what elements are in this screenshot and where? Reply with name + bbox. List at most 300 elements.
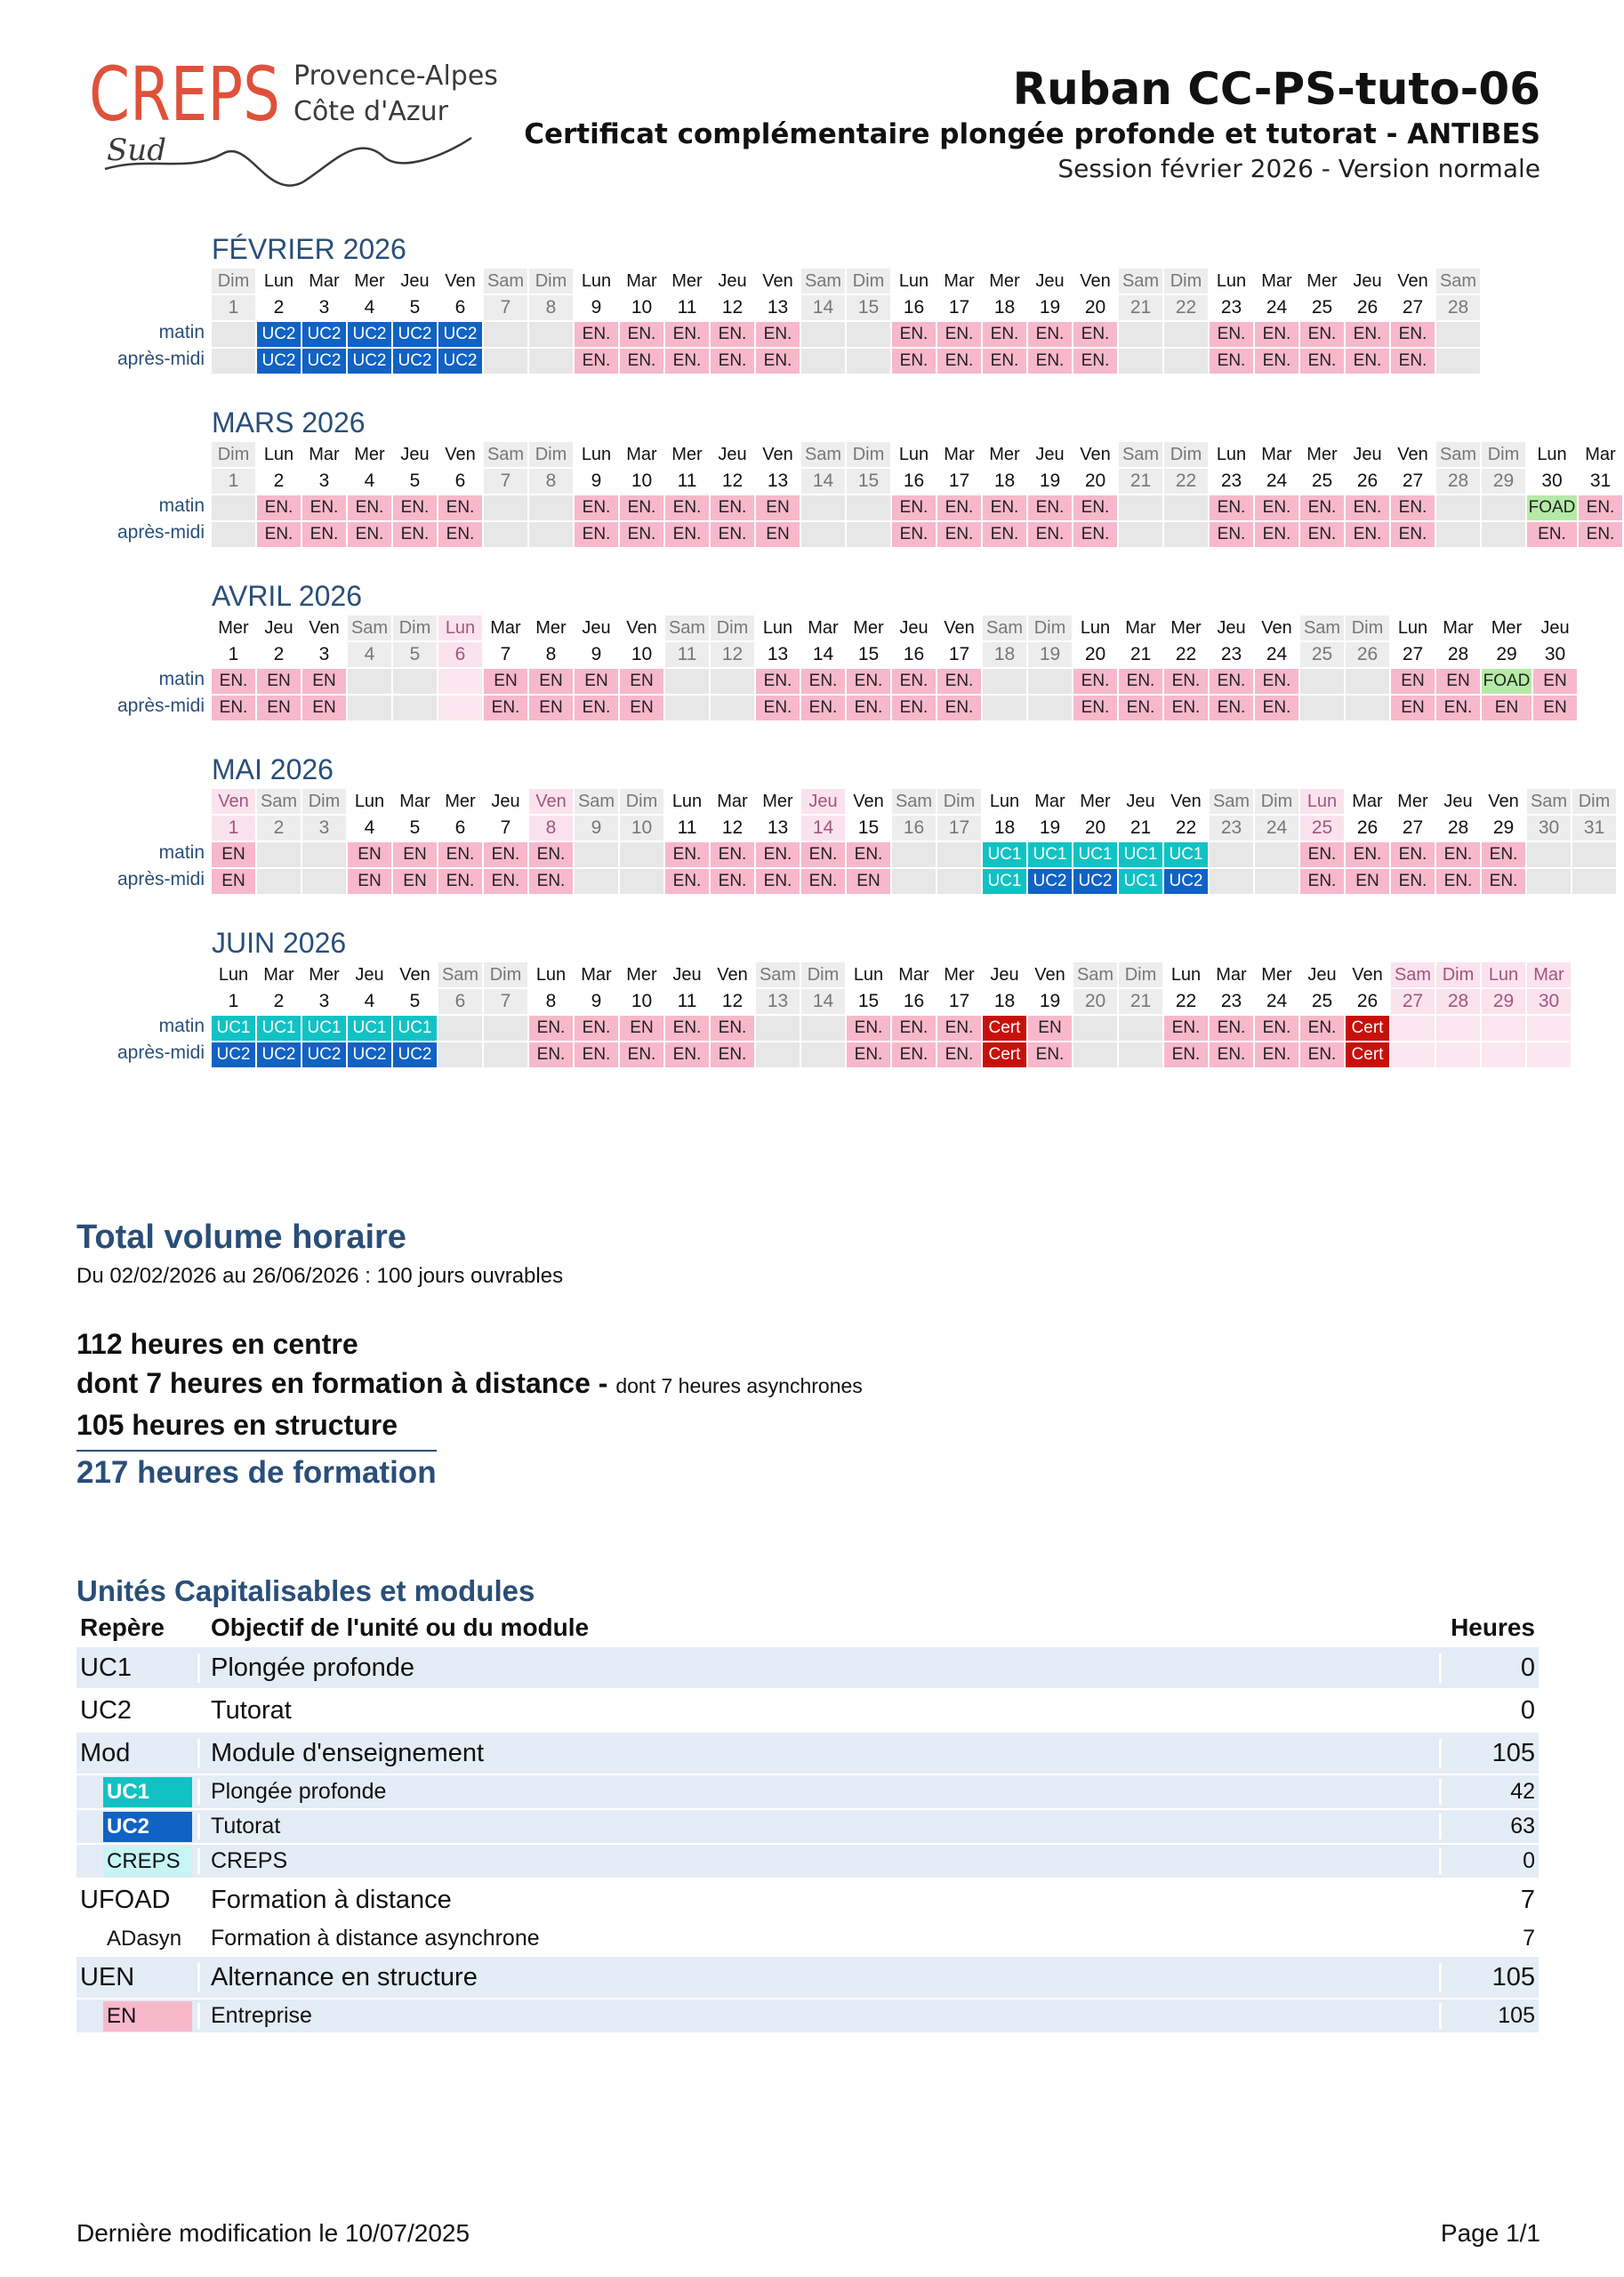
day-number: 16	[892, 642, 936, 667]
day-number: 12	[711, 989, 754, 1014]
day-column	[1164, 442, 1208, 549]
unit-code-cell: UC1	[80, 1653, 133, 1682]
day-name: Ven	[1255, 616, 1298, 640]
slot-afternoon	[801, 1042, 845, 1067]
day-column	[393, 442, 437, 549]
day-name: Dim	[1255, 789, 1298, 814]
day-name: Jeu	[1346, 269, 1389, 294]
day-number: 26	[1346, 469, 1389, 494]
day-column	[1210, 789, 1253, 896]
day-number: 7	[484, 295, 527, 320]
slot-morning	[801, 1016, 845, 1041]
day-column	[801, 789, 845, 896]
day-number: 16	[892, 989, 936, 1014]
day-column	[302, 442, 346, 549]
slot-afternoon	[1346, 696, 1389, 720]
day-name: Sam	[892, 789, 936, 814]
day-column	[529, 442, 573, 549]
day-name: Mer	[348, 442, 391, 467]
day-column	[620, 442, 663, 549]
unit-hours: 42	[1439, 1779, 1539, 1805]
last-modified: Dernière modification le 10/07/2025	[76, 2219, 470, 2247]
day-number: 18	[983, 642, 1026, 667]
slot-morning	[1572, 842, 1616, 867]
slot-afternoon: EN.	[575, 696, 618, 720]
day-name: Ven	[1028, 962, 1072, 987]
day-name: Mer	[1300, 442, 1344, 467]
day-column	[438, 269, 482, 375]
day-name: Lun	[1210, 269, 1253, 294]
session-label: Session février 2026 - Version normale	[1057, 154, 1540, 183]
slot-afternoon: EN.	[257, 522, 301, 547]
row-label-matin: matin	[158, 669, 205, 689]
svg-text:Côte d'Azur: Côte d'Azur	[293, 96, 448, 127]
slot-morning: EN.	[756, 322, 800, 347]
slot-afternoon: EN.	[801, 869, 845, 894]
day-name: Mer	[937, 962, 981, 987]
slot-morning: EN.	[575, 322, 618, 347]
day-column	[348, 789, 391, 896]
day-name: Mar	[257, 962, 301, 987]
day-number: 6	[438, 816, 482, 841]
slot-afternoon: Cert	[983, 1042, 1026, 1067]
day-name: Ven	[1391, 442, 1435, 467]
day-number: 15	[847, 642, 890, 667]
day-name: Dim	[212, 269, 255, 294]
slot-morning: EN.	[348, 495, 391, 520]
day-name: Mar	[1579, 442, 1622, 467]
slot-afternoon: EN.	[575, 522, 618, 547]
slot-afternoon: EN.	[1028, 349, 1072, 374]
day-name: Mar	[302, 269, 346, 294]
day-number: 19	[1028, 816, 1072, 841]
slot-morning: EN.	[1300, 842, 1344, 867]
slot-morning	[257, 842, 301, 867]
slot-morning: EN.	[1028, 322, 1072, 347]
day-column	[1073, 789, 1117, 896]
day-name: Mer	[983, 269, 1026, 294]
day-number: 18	[983, 816, 1026, 841]
row-label-apres-midi: après-midi	[117, 696, 205, 716]
day-name: Jeu	[1533, 616, 1577, 640]
slot-morning: EN	[484, 669, 527, 694]
day-number: 24	[1255, 295, 1298, 320]
day-name: Jeu	[801, 789, 845, 814]
slot-afternoon: EN.	[1300, 1042, 1344, 1067]
unit-row	[76, 1922, 1539, 1957]
day-name: Lun	[212, 962, 255, 987]
day-name: Mar	[620, 269, 663, 294]
day-name: Lun	[529, 962, 573, 987]
slot-morning: EN.	[1119, 669, 1162, 694]
totals-title: Total volume horaire	[76, 1219, 406, 1256]
day-name: Mer	[1300, 269, 1344, 294]
day-number: 10	[620, 816, 663, 841]
slot-afternoon	[1164, 522, 1208, 547]
slot-afternoon	[1255, 869, 1298, 894]
day-column	[801, 442, 845, 549]
day-column	[1482, 616, 1532, 722]
slot-afternoon: EN.	[1073, 349, 1117, 374]
day-number: 6	[438, 642, 482, 667]
day-name: Jeu	[575, 616, 618, 640]
day-name: Ven	[1482, 789, 1525, 814]
slot-afternoon: EN.	[620, 522, 663, 547]
day-name: Sam	[801, 269, 845, 294]
month-grid	[212, 269, 1482, 375]
slot-morning: EN.	[393, 495, 437, 520]
slot-morning: EN.	[257, 495, 301, 520]
slot-morning: EN.	[1164, 669, 1208, 694]
day-name: Jeu	[484, 789, 527, 814]
slot-afternoon: EN.	[484, 869, 527, 894]
slot-morning: EN.	[892, 495, 936, 520]
day-number: 6	[438, 295, 482, 320]
day-number: 28	[1436, 816, 1480, 841]
day-name: Dim	[1028, 616, 1072, 640]
slot-morning	[847, 322, 890, 347]
day-column	[575, 442, 618, 549]
day-column	[348, 269, 391, 375]
day-column	[529, 616, 573, 722]
day-number: 2	[257, 642, 301, 667]
day-name: Lun	[575, 442, 618, 467]
day-number: 21	[1119, 469, 1162, 494]
slot-afternoon: UC2	[348, 1042, 391, 1067]
day-number: 4	[348, 816, 391, 841]
slot-morning: EN.	[1255, 495, 1298, 520]
slot-afternoon: UC2	[1164, 869, 1208, 894]
units-col-hours: Heures	[1439, 1613, 1539, 1642]
day-column	[1346, 442, 1389, 549]
slot-afternoon: EN.	[756, 696, 800, 720]
day-number: 8	[529, 295, 573, 320]
day-name: Dim	[393, 616, 437, 640]
slot-afternoon: UC2	[1028, 869, 1072, 894]
slot-morning	[665, 669, 709, 694]
slot-morning: EN.	[1391, 495, 1435, 520]
day-number: 17	[937, 816, 981, 841]
day-number: 20	[1073, 469, 1117, 494]
day-number: 25	[1300, 816, 1344, 841]
slot-morning	[1346, 669, 1389, 694]
day-name: Lun	[1300, 789, 1344, 814]
day-number: 30	[1527, 816, 1571, 841]
slot-morning: EN.	[438, 842, 482, 867]
day-column	[665, 789, 709, 896]
day-number: 8	[529, 989, 573, 1014]
slot-afternoon	[711, 696, 754, 720]
slot-afternoon: EN	[348, 869, 391, 894]
day-name: Sam	[665, 616, 709, 640]
day-name: Lun	[1482, 962, 1525, 987]
day-name: Sam	[1527, 789, 1571, 814]
day-number: 21	[1119, 816, 1162, 841]
day-column	[1533, 616, 1577, 722]
day-name: Mar	[937, 269, 981, 294]
slot-morning: EN.	[937, 495, 981, 520]
day-number: 22	[1164, 816, 1208, 841]
day-number: 3	[302, 989, 346, 1014]
day-number: 13	[756, 989, 800, 1014]
slot-afternoon: EN	[302, 696, 346, 720]
slot-afternoon	[1391, 1042, 1435, 1067]
day-name: Mer	[665, 269, 709, 294]
day-column	[847, 962, 890, 1069]
day-number: 26	[1346, 816, 1389, 841]
day-number: 26	[1346, 295, 1389, 320]
slot-afternoon	[1164, 349, 1208, 374]
day-number: 20	[1073, 642, 1117, 667]
slot-morning: EN.	[302, 495, 346, 520]
slot-afternoon: EN.	[711, 869, 754, 894]
slot-morning: UC1	[983, 842, 1026, 867]
slot-afternoon: EN.	[937, 1042, 981, 1067]
day-column	[1073, 442, 1117, 549]
unit-code-cell	[76, 1812, 197, 1842]
units-header-row	[76, 1610, 1539, 1647]
day-number: 25	[1300, 295, 1344, 320]
slot-morning	[892, 842, 936, 867]
slot-afternoon: EN.	[892, 522, 936, 547]
day-number: 3	[302, 816, 346, 841]
units-col-code: Repère	[80, 1613, 165, 1641]
slot-morning: EN	[257, 669, 301, 694]
document-subtitle: Certificat complémentaire plongée profonde et tutorat - ANTIBES	[524, 118, 1540, 150]
slot-morning	[529, 322, 573, 347]
slot-afternoon	[212, 522, 255, 547]
day-number: 31	[1572, 816, 1616, 841]
slot-morning: EN.	[575, 495, 618, 520]
day-name: Ven	[1073, 442, 1117, 467]
day-column	[1119, 962, 1162, 1069]
day-column	[212, 442, 255, 549]
slot-morning: EN.	[983, 495, 1026, 520]
day-column	[575, 616, 618, 722]
document-title: Ruban CC-PS-tuto-06	[1012, 63, 1540, 115]
slot-morning: EN	[302, 669, 346, 694]
day-name: Sam	[1436, 269, 1480, 294]
slot-morning: EN.	[711, 322, 754, 347]
day-name: Sam	[1391, 962, 1435, 987]
slot-morning: EN.	[1300, 1016, 1344, 1041]
day-name: Ven	[529, 789, 573, 814]
slot-morning: EN	[1436, 669, 1480, 694]
slot-morning: EN.	[665, 322, 709, 347]
slot-morning	[1119, 1016, 1162, 1041]
slot-afternoon: EN.	[937, 522, 981, 547]
day-name: Jeu	[1210, 616, 1253, 640]
unit-label: Plongée profonde	[197, 1653, 1439, 1683]
day-column	[1028, 789, 1072, 896]
day-name: Ven	[620, 616, 663, 640]
slot-afternoon	[1482, 1042, 1525, 1067]
slot-morning	[393, 669, 437, 694]
slot-morning: EN.	[1210, 322, 1253, 347]
day-column	[847, 269, 890, 375]
slot-morning: UC2	[393, 322, 437, 347]
day-number: 1	[212, 295, 255, 320]
day-name: Dim	[620, 789, 663, 814]
month-grid	[212, 789, 1618, 896]
day-name: Lun	[847, 962, 890, 987]
slot-afternoon	[620, 869, 663, 894]
day-number: 15	[847, 469, 890, 494]
day-number: 15	[847, 295, 890, 320]
day-column	[1527, 962, 1571, 1069]
unit-label: Plongée profonde	[197, 1779, 1439, 1805]
slot-morning: UC1	[1073, 842, 1117, 867]
slot-morning: EN.	[1255, 322, 1298, 347]
unit-code-tag: UC1	[103, 1777, 192, 1807]
day-name: Mar	[1436, 616, 1480, 640]
day-column	[302, 616, 346, 722]
day-column	[1164, 616, 1208, 722]
day-column	[212, 269, 255, 375]
day-number: 3	[302, 469, 346, 494]
day-name: Ven	[393, 962, 437, 987]
slot-afternoon: EN.	[665, 522, 709, 547]
day-name: Ven	[438, 442, 482, 467]
day-column	[1164, 962, 1208, 1069]
day-number: 2	[257, 989, 301, 1014]
day-number: 28	[1436, 295, 1480, 320]
day-column	[1391, 616, 1435, 722]
slot-afternoon: EN.	[620, 349, 663, 374]
day-column	[1028, 269, 1072, 375]
slot-morning: EN	[1028, 1016, 1072, 1041]
day-column	[1164, 269, 1208, 375]
unit-row	[76, 1957, 1539, 1999]
unit-row	[76, 1647, 1539, 1690]
month-grid	[212, 616, 1579, 722]
day-number: 20	[1073, 989, 1117, 1014]
slot-morning: EN.	[847, 1016, 890, 1041]
day-number: 8	[529, 642, 573, 667]
slot-morning	[484, 1016, 527, 1041]
unit-row	[76, 1879, 1539, 1922]
day-number: 30	[1527, 989, 1571, 1014]
slot-afternoon	[212, 349, 255, 374]
day-name: Mer	[1391, 789, 1435, 814]
slot-morning	[937, 842, 981, 867]
day-column	[575, 962, 618, 1069]
slot-afternoon: UC2	[438, 349, 482, 374]
slot-morning	[1527, 842, 1571, 867]
slot-afternoon: EN.	[620, 1042, 663, 1067]
slot-afternoon: UC2	[302, 349, 346, 374]
slot-morning	[1300, 669, 1344, 694]
day-name: Mer	[529, 616, 573, 640]
slot-morning: UC1	[393, 1016, 437, 1041]
slot-morning: UC1	[1164, 842, 1208, 867]
day-number: 15	[847, 816, 890, 841]
day-column	[892, 269, 936, 375]
day-number: 18	[983, 295, 1026, 320]
slot-morning	[1119, 495, 1162, 520]
day-name: Ven	[212, 789, 255, 814]
slot-afternoon: EN.	[212, 696, 255, 720]
slot-afternoon: EN.	[1164, 1042, 1208, 1067]
day-column	[665, 442, 709, 549]
day-number: 4	[348, 469, 391, 494]
day-name: Lun	[575, 269, 618, 294]
day-name: Jeu	[393, 442, 437, 467]
slot-morning: EN.	[756, 842, 800, 867]
slot-morning: EN.	[1028, 495, 1072, 520]
slot-afternoon	[393, 696, 437, 720]
day-name: Mer	[620, 962, 663, 987]
unit-code-cell: UC2	[80, 1695, 133, 1725]
slot-afternoon: EN.	[1300, 349, 1344, 374]
day-name: Lun	[665, 789, 709, 814]
slot-morning	[484, 495, 527, 520]
slot-afternoon	[302, 869, 346, 894]
day-name: Jeu	[711, 269, 754, 294]
slot-morning	[1436, 322, 1480, 347]
day-name: Mar	[575, 962, 618, 987]
slot-afternoon: EN.	[1073, 696, 1117, 720]
unit-label: Entreprise	[197, 2003, 1439, 2029]
slot-morning: EN.	[1210, 669, 1253, 694]
day-column	[756, 442, 800, 549]
day-column	[1572, 789, 1616, 896]
slot-morning: EN.	[1482, 842, 1525, 867]
unit-label: Tutorat	[197, 1696, 1439, 1726]
slot-morning: EN.	[937, 1016, 981, 1041]
slot-morning	[801, 322, 845, 347]
slot-morning: EN	[620, 1016, 663, 1041]
day-name: Mer	[665, 442, 709, 467]
slot-morning	[348, 669, 391, 694]
day-column	[1391, 789, 1435, 896]
slot-morning	[756, 1016, 800, 1041]
slot-afternoon	[801, 349, 845, 374]
slot-afternoon	[1119, 1042, 1162, 1067]
slot-morning	[1210, 842, 1253, 867]
day-column	[801, 962, 845, 1069]
day-number: 18	[983, 989, 1026, 1014]
slot-morning: EN	[575, 669, 618, 694]
day-column	[620, 789, 663, 896]
day-column	[847, 616, 890, 722]
slot-morning: EN.	[892, 1016, 936, 1041]
day-column	[484, 789, 527, 896]
day-column	[257, 789, 301, 896]
slot-afternoon: EN.	[1210, 349, 1253, 374]
day-number: 9	[575, 295, 618, 320]
slot-afternoon: EN.	[1255, 522, 1298, 547]
slot-afternoon: UC1	[1119, 869, 1162, 894]
slot-afternoon: EN.	[801, 696, 845, 720]
slot-morning	[1164, 322, 1208, 347]
slot-morning: EN.	[983, 322, 1026, 347]
slot-morning: UC2	[438, 322, 482, 347]
unit-hours: 105	[1439, 1963, 1539, 1992]
day-number: 6	[438, 469, 482, 494]
day-name: Ven	[937, 616, 981, 640]
totals-period: Du 02/02/2026 au 26/06/2026 : 100 jours ouvrables	[76, 1264, 564, 1288]
slot-afternoon: EN	[1346, 869, 1389, 894]
unit-hours: 7	[1439, 1886, 1539, 1915]
slot-afternoon: EN.	[847, 696, 890, 720]
day-number: 21	[1119, 989, 1162, 1014]
day-name: Sam	[1300, 616, 1344, 640]
day-name: Lun	[1210, 442, 1253, 467]
row-label-matin: matin	[158, 322, 205, 342]
day-name: Mar	[801, 616, 845, 640]
slot-afternoon: EN.	[892, 1042, 936, 1067]
